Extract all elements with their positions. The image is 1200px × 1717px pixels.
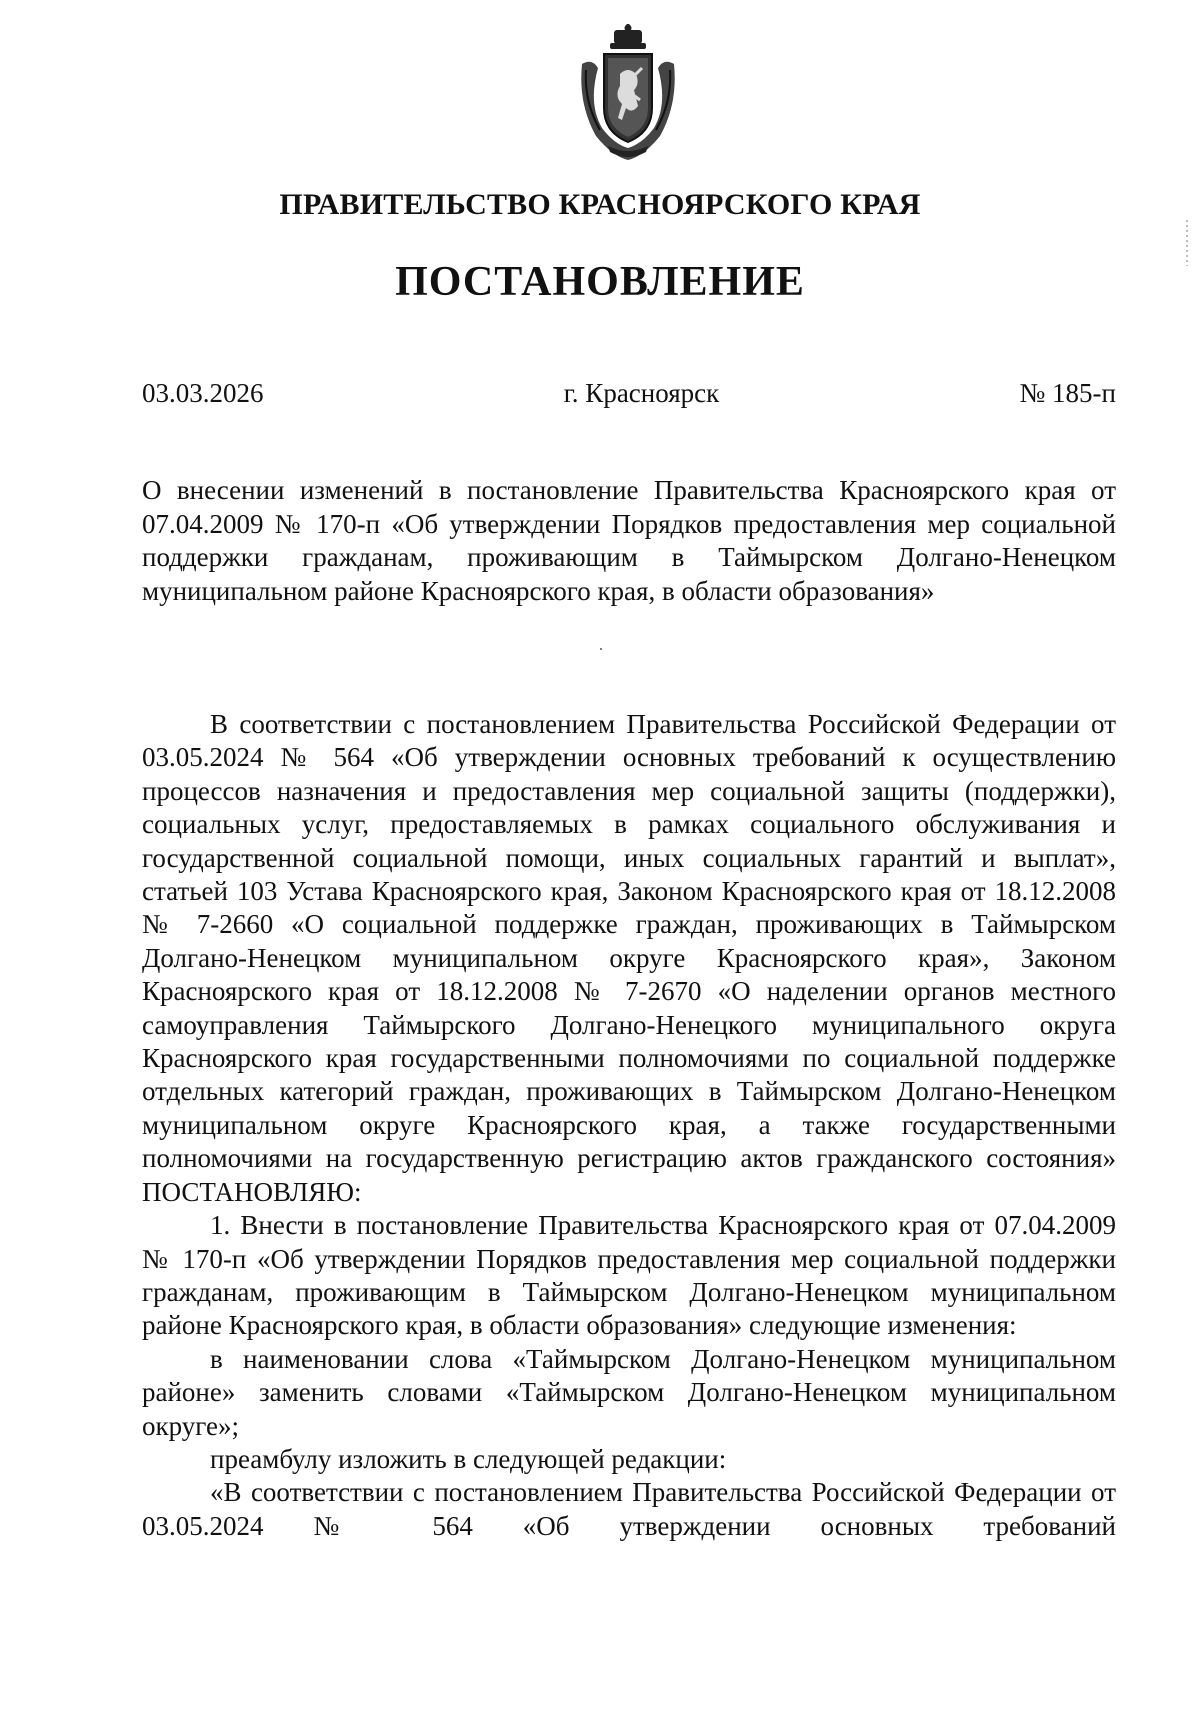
scan-speck xyxy=(600,648,602,650)
body-paragraph-preamble: В соответствии с постановлением Правительства Российской Федерации от 03.05.2024 № 564 «Об утверждении основных требований к осуществлению процессов назначения и предоставления мер социальной защиты (поддержки), социальных услуг, предоставляемых в рамках социального обслуживания и государственной социальной помощи, иных социальных гарантий и выплат», статьей 103 Устава Красноярского края, Законом Красноярского края от 18.12.2008 № 7-2660 «О социальной поддержке граждан, проживающих в Таймырском Долгано-Ненецком муниципальном округе Красноярского края», Законом Красноярского края от 18.12.2008 № 7-2670 «О наделении органов местного самоуправления Таймырского Долгано-Ненецкого муниципального округа Красноярского края государственными полномочиями по социальной поддержке отдельных категорий граждан, проживающих в Таймырском Долгано-Ненецком муниципальном округе Красноярского края, а также государственными полномочиями на государственную регистрацию актов гражданского состояния» ПОСТАНОВЛЯЮ: xyxy=(142,709,1116,1207)
document-number: № 185-п xyxy=(1019,378,1116,408)
document-city: г. Красноярск xyxy=(563,378,720,408)
body-paragraph-item-1: 1. Внести в постановление Правительства Красноярского края от 07.04.2009 № 170-п «Об утверждении Порядков предоставления мер социальной поддержки гражданам, проживающим в Таймырском Долгано-Ненецком муниципальном районе Красноярского края, в области образования» следующие изменения: xyxy=(142,1210,1116,1341)
document-date: 03.03.2026 xyxy=(142,378,264,408)
body-paragraph-title-change: в наименовании слова «Таймырском Долгано-Ненецком муниципальном районе» заменить словами «Таймырском Долгано-Ненецком муниципальном округе»; xyxy=(142,1343,1116,1441)
document-subject: О внесении изменений в постановление Правительства Красноярского края от 07.04.2009 № 170-п «Об утверждении Порядков предоставления мер социальной поддержки гражданам, проживающим в Таймырском Долгано-Ненецком муниципальном районе Красноярского края, в области образования» xyxy=(142,475,1116,606)
body-paragraph-new-preamble: «В соответствии с постановлением Правительства Российской Федерации от 03.05.2024 № 564 «Об утверждении основных требований xyxy=(142,1477,1116,1541)
body-paragraph-preamble-change: преамбулу изложить в следующей редакции: xyxy=(210,1443,727,1474)
document-meta-row xyxy=(142,378,1116,409)
scan-edge-mark xyxy=(1186,220,1188,266)
document-body xyxy=(142,708,1116,1543)
document-type-title: ПОСТАНОВЛЕНИЕ xyxy=(395,259,805,305)
coat-of-arms-emblem xyxy=(568,24,688,164)
organization-title: ПРАВИТЕЛЬСТВО КРАСНОЯРСКОГО КРАЯ xyxy=(279,188,921,221)
